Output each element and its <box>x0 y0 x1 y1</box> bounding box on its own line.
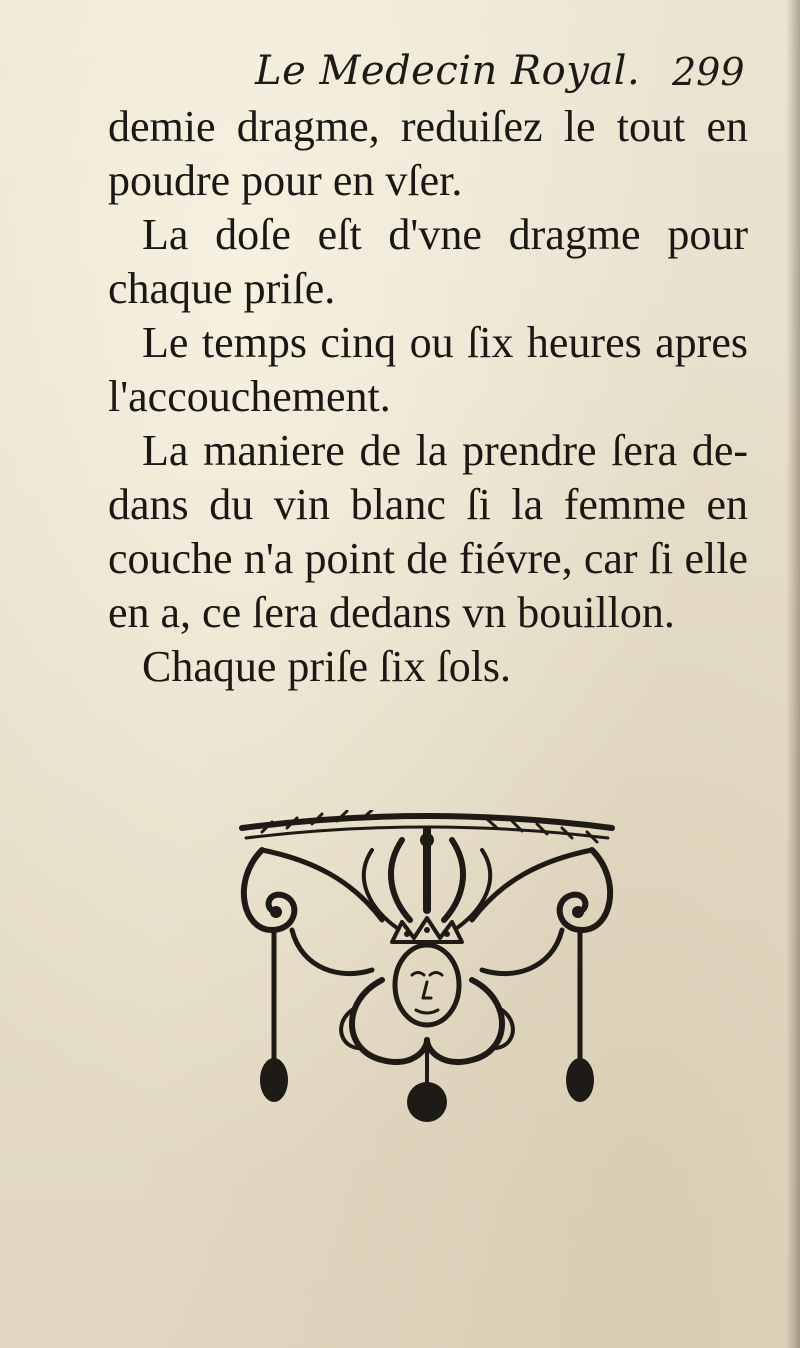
scan-edge <box>786 0 800 1348</box>
text-line: Le temps cinq ou ſix heures apres <box>142 318 748 367</box>
text-line: dans du vin blanc ſi la femme en <box>108 480 748 529</box>
text-line: poudre pour en vſer. <box>108 156 463 205</box>
text-line: couche n'a point de fiévre, car ſi elle <box>108 534 748 583</box>
page-header <box>0 48 800 108</box>
text-line: La maniere de la prendre ſera de- <box>142 426 748 475</box>
body-text <box>108 100 748 694</box>
text-line: Chaque priſe ſix ſols. <box>142 642 512 691</box>
text-line: en a, ce ſera dedans vn bouillon. <box>108 588 675 637</box>
text-line: La doſe eſt d'vne dragme pour <box>142 210 748 259</box>
text-line: l'accouchement. <box>108 372 391 421</box>
grotesque-mask-ornament-icon <box>232 810 622 1130</box>
running-title: Le Medecin Royal. <box>255 48 641 94</box>
page-number: 299 <box>672 50 745 94</box>
text-line: chaque priſe. <box>108 264 336 313</box>
text-line: demie dragme, reduiſez le tout en <box>108 102 748 151</box>
